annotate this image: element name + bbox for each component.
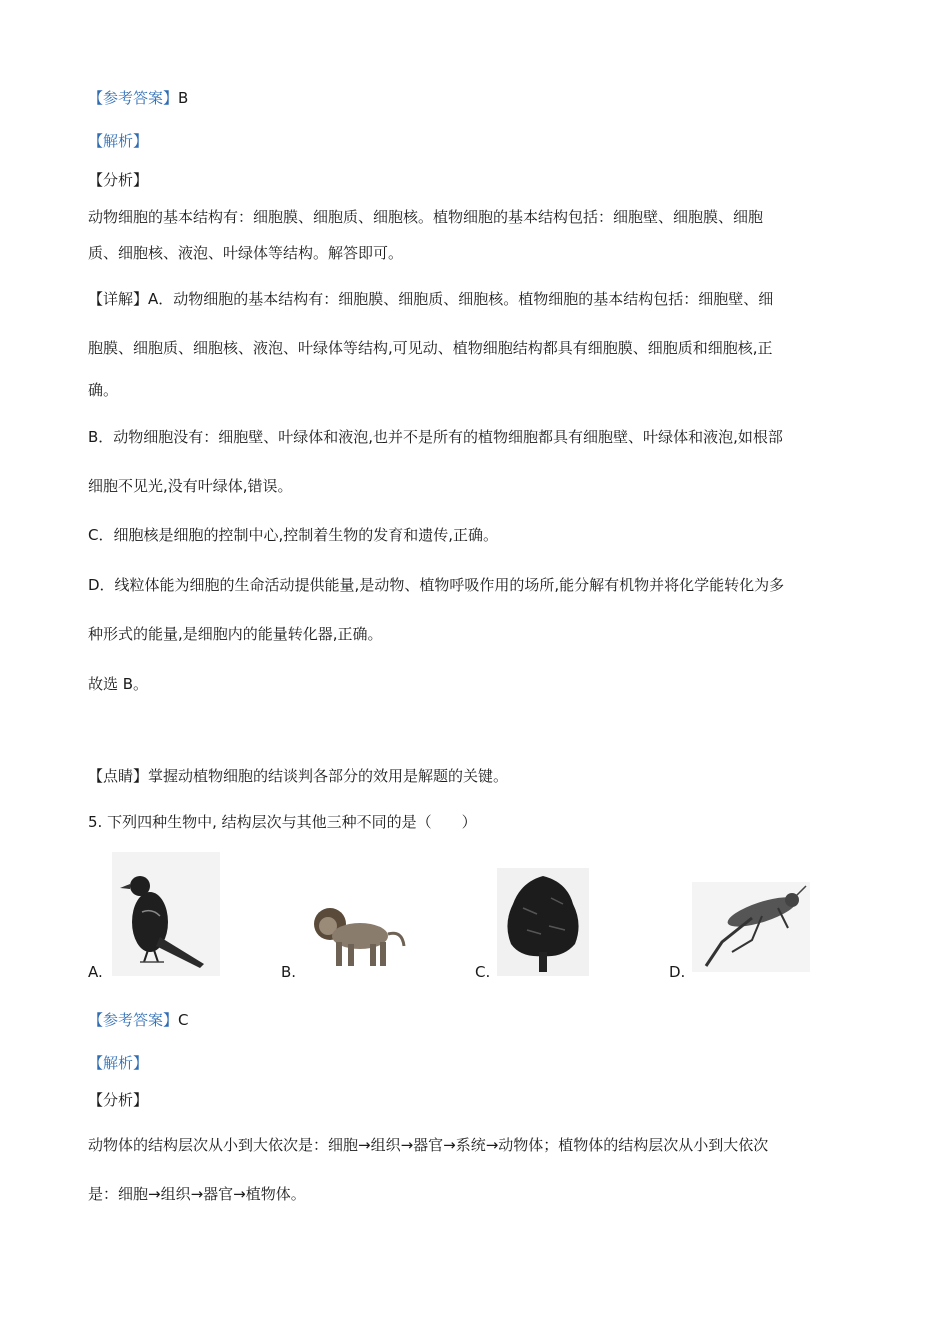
option-b-label: B. (281, 963, 297, 981)
conclusion: 故选 B。 (88, 675, 149, 693)
option-c-label: C. (475, 963, 491, 981)
fenxi-line: 动物细胞的基本结构有：细胞膜、细胞质、细胞核。植物细胞的基本结构包括：细胞壁、细胞膜、细胞 (88, 208, 764, 226)
answer-value: C (178, 1011, 189, 1029)
question-5-stem: 5. 下列四种生物中, 结构层次与其他三种不同的是（ ） (88, 813, 477, 831)
answer-label: 【参考答案】 (88, 89, 179, 107)
option-d-line: 种形式的能量,是细胞内的能量转化器,正确。 (88, 625, 383, 643)
option-a-image (112, 852, 220, 976)
option-a-label: A. (88, 963, 103, 981)
dianjing: 【点睛】掌握动植物细胞的结谈判各部分的效用是解题的关键。 (88, 767, 509, 785)
fenxi-label: 【分析】 (88, 1091, 149, 1109)
xiangjie-line: 胞膜、细胞质、细胞核、液泡、叶绿体等结构,可见动、植物细胞结构都具有细胞膜、细胞质和细胞核,正 (88, 339, 773, 357)
analysis-label: 【解析】 (88, 132, 149, 150)
option-b-line: 细胞不见光,没有叶绿体,错误。 (88, 477, 293, 495)
option-c-line: C．细胞核是细胞的控制中心,控制着生物的发育和遗传,正确。 (88, 526, 499, 544)
option-b-image (302, 900, 412, 972)
fenxi-line: 动物体的结构层次从小到大依次是：细胞→组织→器官→系统→动物体；植物体的结构层次从小到大依次 (88, 1136, 769, 1154)
analysis-label: 【解析】 (88, 1054, 149, 1072)
answer-value: B (178, 89, 189, 107)
fenxi-line: 是：细胞→组织→器官→植物体。 (88, 1185, 306, 1203)
answer-line-2 (88, 1010, 189, 1030)
fenxi-line: 质、细胞核、液泡、叶绿体等结构。解答即可。 (88, 244, 404, 262)
grasshopper-icon (692, 882, 810, 972)
xiangjie-line: 【详解】A．动物细胞的基本结构有：细胞膜、细胞质、细胞核。植物细胞的基本结构包括：细胞壁、细 (88, 290, 774, 308)
xiangjie-line: 确。 (88, 381, 119, 399)
fenxi-label: 【分析】 (88, 171, 149, 189)
option-c-image (497, 868, 589, 976)
option-d-image (692, 882, 810, 972)
answer-line-1 (88, 88, 188, 108)
lion-icon (302, 900, 412, 972)
answer-label: 【参考答案】 (88, 1011, 179, 1029)
bird-icon (112, 852, 220, 976)
tree-icon (497, 868, 589, 976)
option-b-line: B．动物细胞没有：细胞壁、叶绿体和液泡,也并不是所有的植物细胞都具有细胞壁、叶绿体和液泡,如根部 (88, 428, 783, 446)
option-d-line: D．线粒体能为细胞的生命活动提供能量,是动物、植物呼吸作用的场所,能分解有机物并将化学能转化为多 (88, 576, 785, 594)
option-d-label: D. (669, 963, 686, 981)
